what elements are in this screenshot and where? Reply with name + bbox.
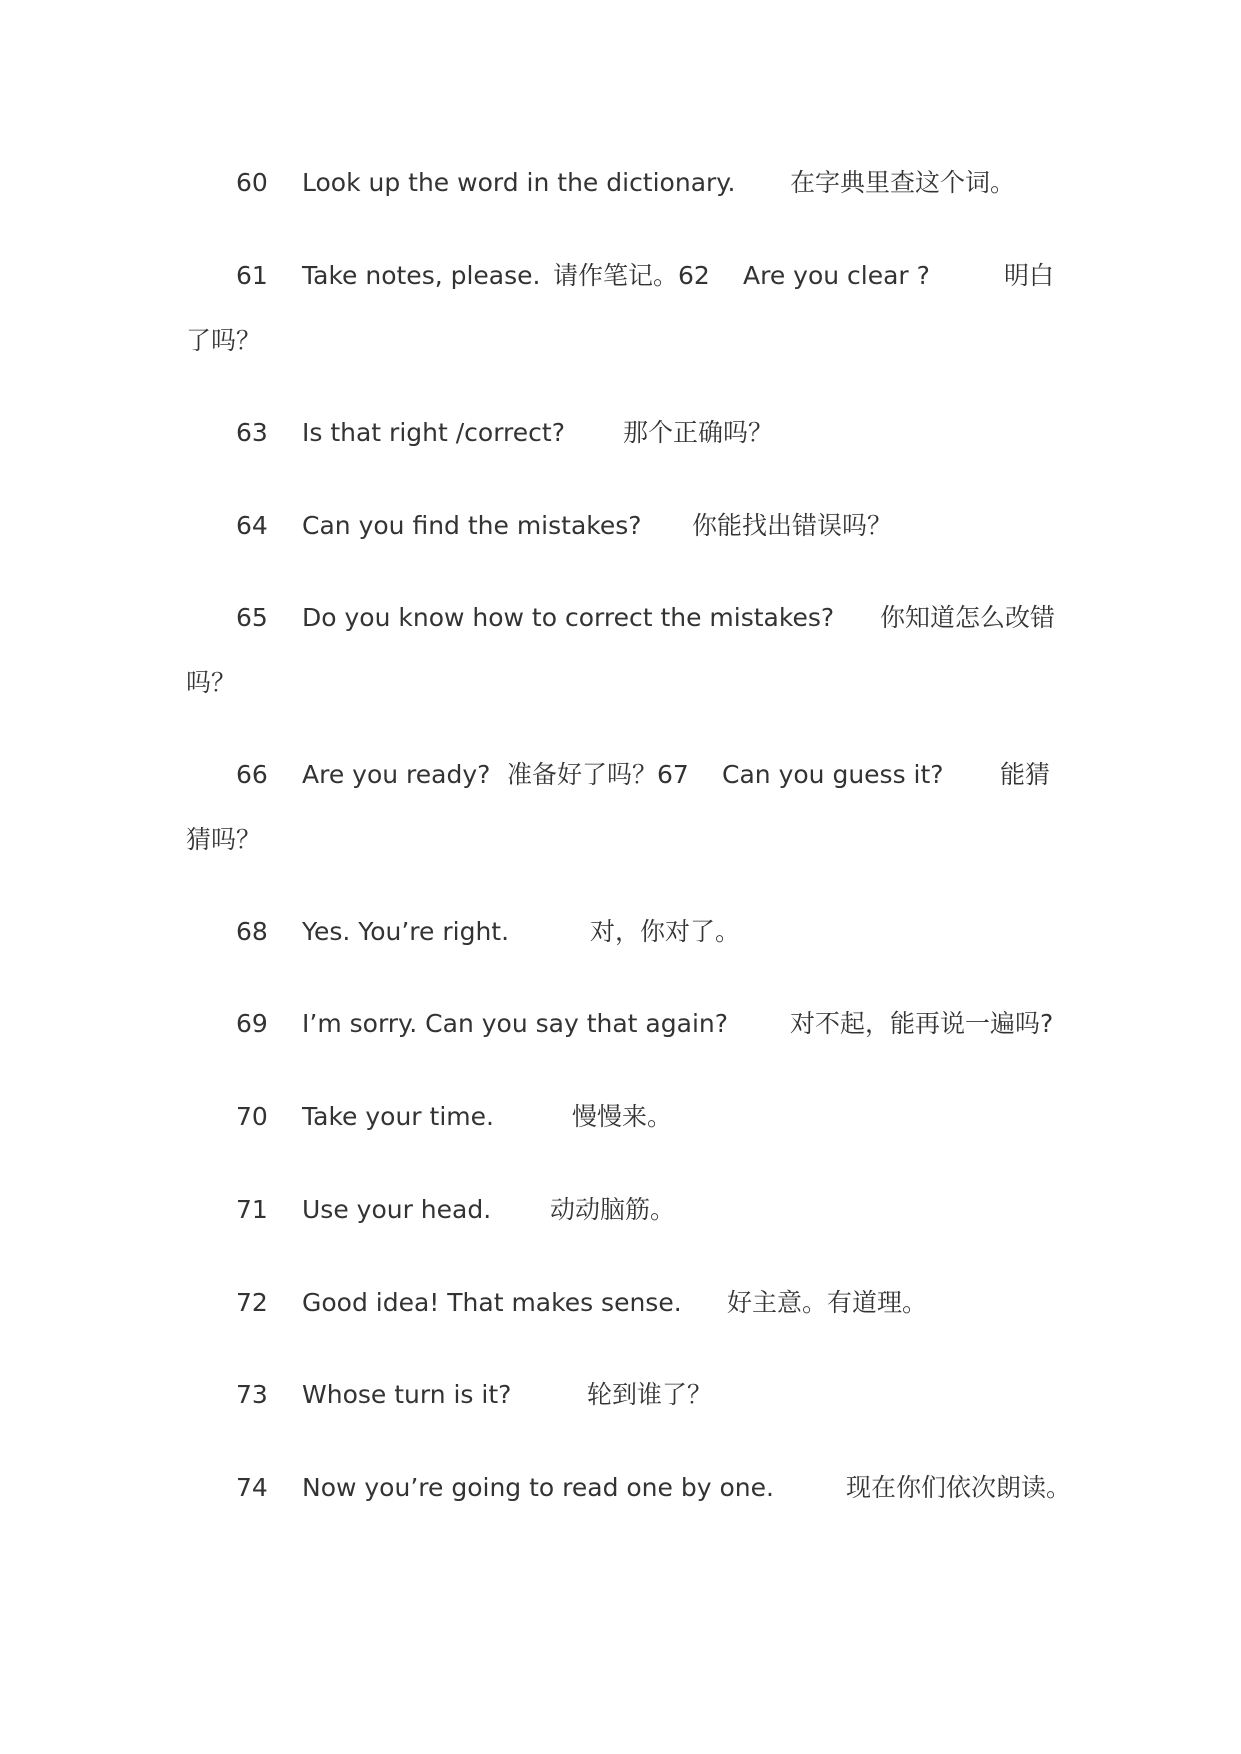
phrase-line-61-62-continued — [0, 321, 1241, 361]
phrase-chinese: 对，你对了。 — [590, 917, 741, 946]
phrase-number: 61 — [236, 261, 268, 290]
phrase-english: Is that right /correct? — [302, 418, 565, 447]
phrase-line-64 — [0, 506, 1241, 546]
phrase-number: 66 — [236, 760, 268, 789]
phrase-english: Take notes, please. — [302, 261, 541, 290]
phrase-line-72 — [0, 1283, 1241, 1323]
phrase-english: Good idea! That makes sense. — [302, 1288, 682, 1317]
phrase-number: 63 — [236, 418, 268, 447]
phrase-number: 64 — [236, 511, 268, 540]
phrase-chinese: 对不起，能再说一遍吗? — [790, 1009, 1054, 1038]
phrase-number: 71 — [236, 1195, 268, 1224]
phrase-number: 60 — [236, 168, 268, 197]
phrase-chinese-second: 明白 — [1004, 261, 1055, 290]
phrase-chinese: 现在你们依次朗读。 — [846, 1473, 1072, 1502]
phrase-english: Use your head. — [302, 1195, 492, 1224]
phrase-chinese: 你知道怎么改错 — [880, 603, 1056, 632]
phrase-chinese-continued: 了吗？ — [186, 326, 262, 355]
phrase-chinese: 请作笔记。62 — [553, 261, 710, 290]
phrase-line-74 — [0, 1468, 1241, 1508]
phrase-number: 72 — [236, 1288, 268, 1317]
phrase-chinese: 在字典里查这个词。 — [790, 168, 1016, 197]
phrase-chinese: 准备好了吗？67 — [507, 760, 689, 789]
phrase-line-66-67 — [0, 755, 1241, 795]
phrase-english-second: Are you clear ? — [743, 261, 930, 290]
phrase-english: Whose turn is it? — [302, 1380, 512, 1409]
phrase-chinese: 动动脑筋。 — [550, 1195, 676, 1224]
phrase-number: 70 — [236, 1102, 268, 1131]
phrase-english: I’m sorry. Can you say that again? — [302, 1009, 729, 1038]
phrase-english: Do you know how to correct the mistakes? — [302, 603, 835, 632]
phrase-chinese-continued: 猜吗？ — [186, 825, 262, 854]
phrase-chinese-continued: 吗？ — [186, 668, 237, 697]
phrase-line-66-67-continued — [0, 820, 1241, 860]
phrase-line-71 — [0, 1190, 1241, 1230]
phrase-english: Take your time. — [302, 1102, 494, 1131]
phrase-chinese-second: 能猜 — [1000, 760, 1051, 789]
phrase-english: Yes. You’re right. — [302, 917, 510, 946]
phrase-line-61-62 — [0, 256, 1241, 296]
phrase-chinese: 那个正确吗？ — [623, 418, 774, 447]
phrase-english: Look up the word in the dictionary. — [302, 168, 736, 197]
phrase-line-65-continued — [0, 663, 1241, 703]
phrase-chinese: 你能找出错误吗？ — [692, 511, 893, 540]
phrase-chinese: 好主意。有道理。 — [727, 1288, 928, 1317]
phrase-english: Are you ready? — [302, 760, 491, 789]
phrase-chinese: 慢慢来。 — [572, 1102, 673, 1131]
phrase-number: 65 — [236, 603, 268, 632]
phrase-chinese: 轮到谁了？ — [587, 1380, 713, 1409]
phrase-line-69 — [0, 1004, 1241, 1044]
phrase-english: Can you find the mistakes? — [302, 511, 642, 540]
phrase-line-60 — [0, 163, 1241, 203]
phrase-line-63 — [0, 413, 1241, 453]
phrase-english-second: Can you guess it? — [722, 760, 944, 789]
phrase-line-70 — [0, 1097, 1241, 1137]
phrase-english: Now you’re going to read one by one. — [302, 1473, 774, 1502]
phrase-line-65 — [0, 598, 1241, 638]
phrase-line-73 — [0, 1375, 1241, 1415]
phrase-line-68 — [0, 912, 1241, 952]
phrase-number: 73 — [236, 1380, 268, 1409]
phrase-number: 69 — [236, 1009, 268, 1038]
phrase-number: 74 — [236, 1473, 268, 1502]
phrase-number: 68 — [236, 917, 268, 946]
